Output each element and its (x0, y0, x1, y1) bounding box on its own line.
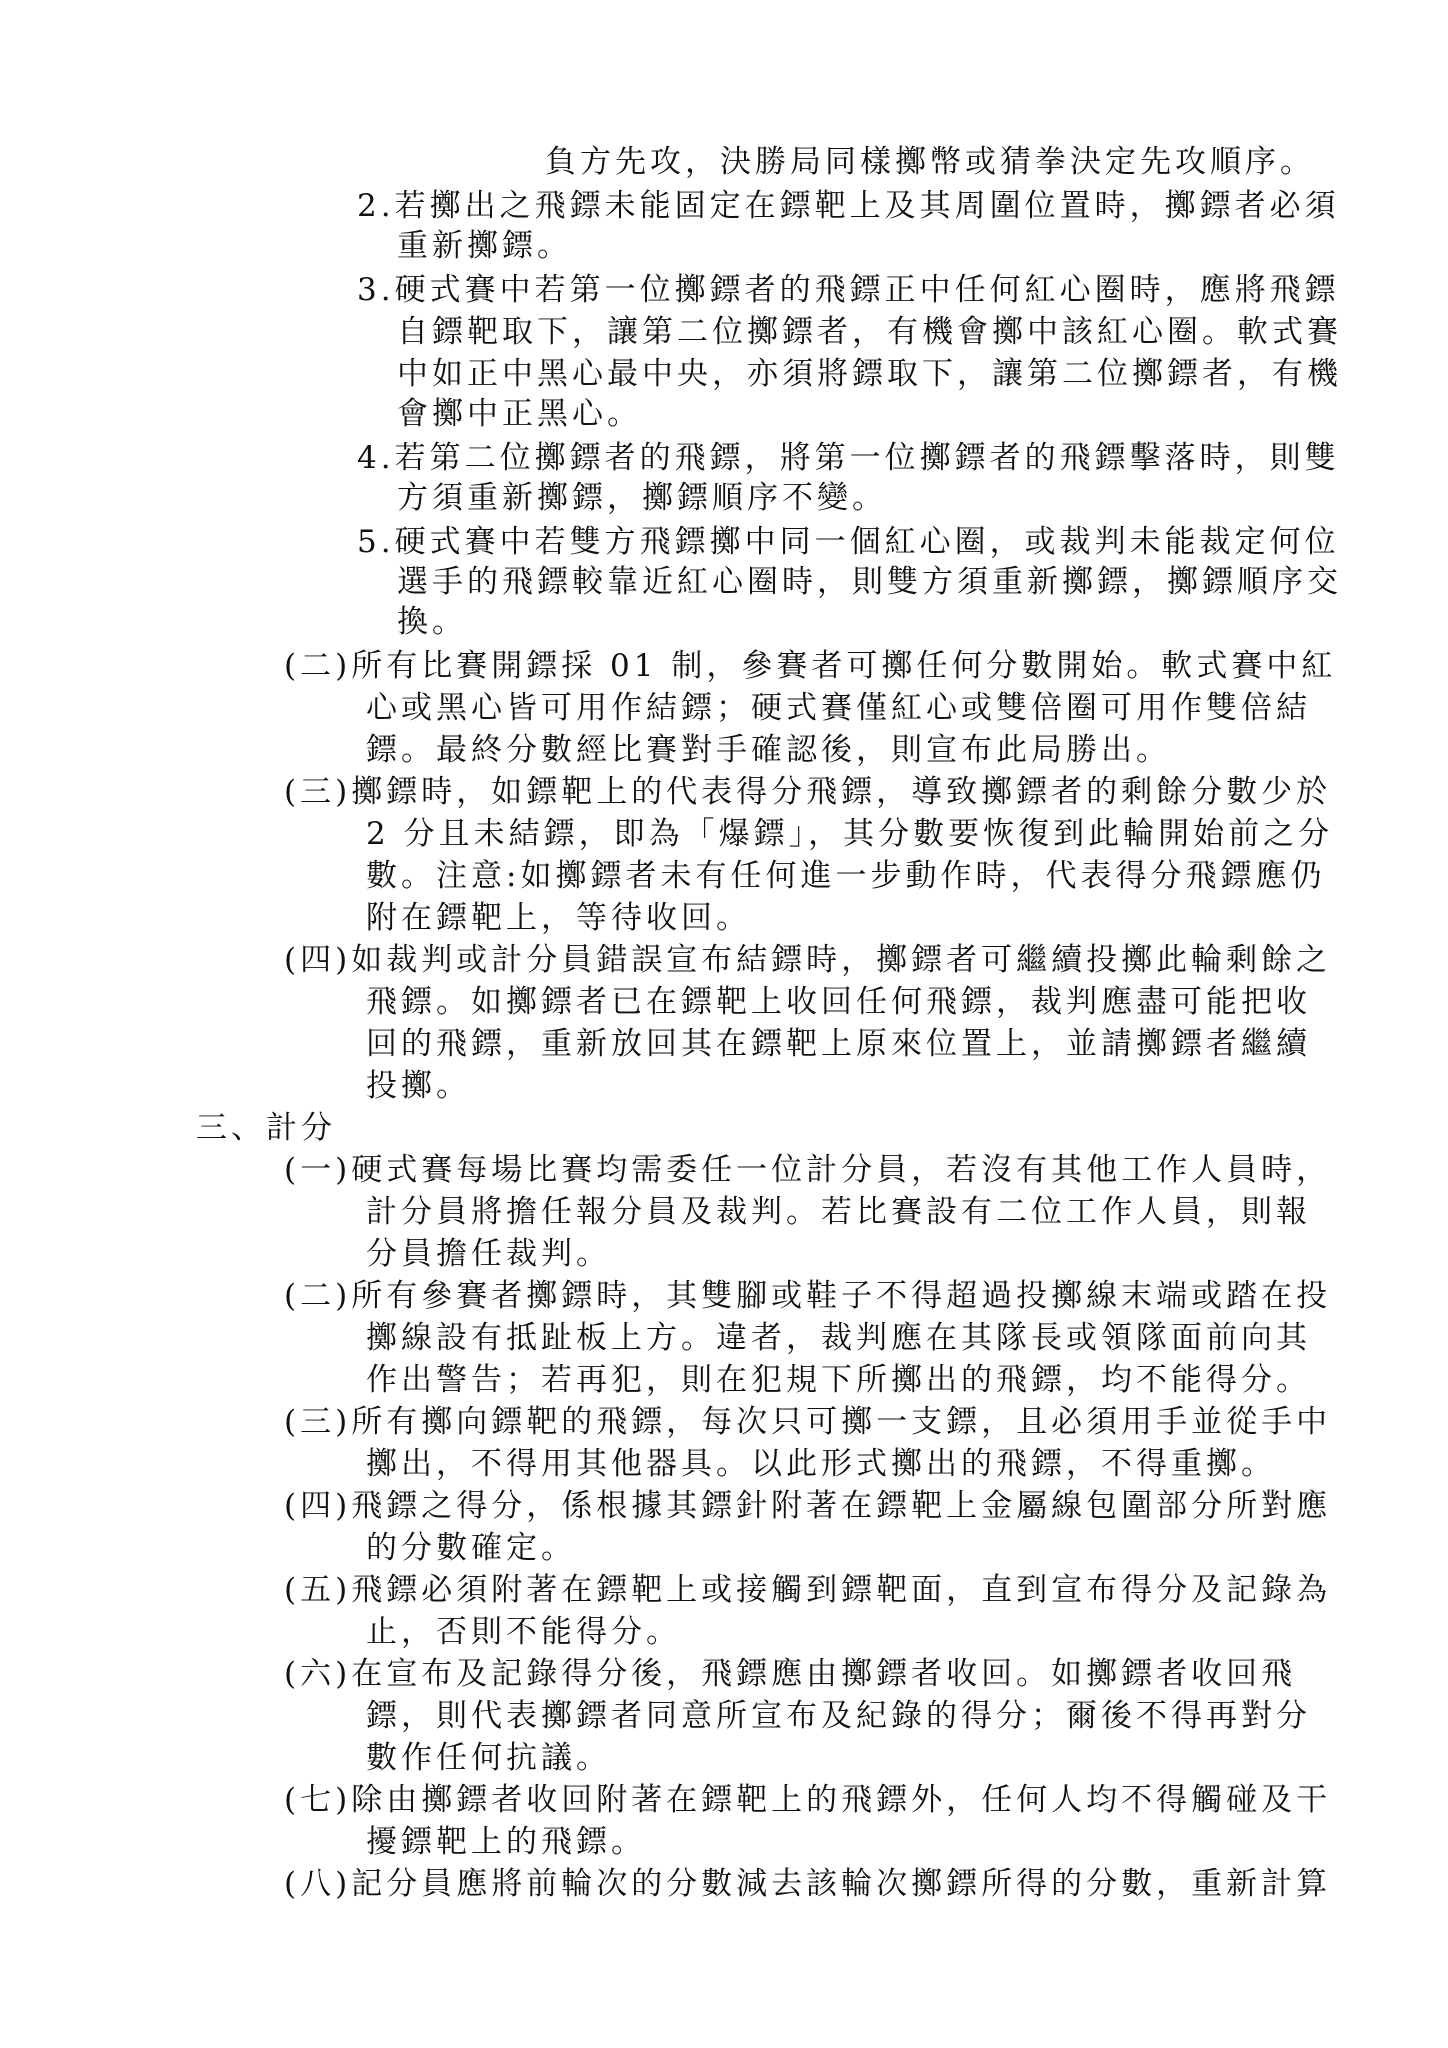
text-line: 3.硬式賽中若第一位擲鏢者的飛鏢正中任何紅心圈時，應將飛鏢 (357, 272, 1340, 308)
section-heading: 三、計分 (196, 1110, 336, 1146)
text-line: 換。 (397, 604, 467, 640)
text-line: (一)硬式賽每場比賽均需委任一位計分員，若沒有其他工作人員時， (284, 1152, 1332, 1188)
text-line: 鏢，則代表擲鏢者同意所宣布及紀錄的得分；爾後不得再對分 (366, 1698, 1311, 1734)
text-line: (七)除由擲鏢者收回附著在鏢靶上的飛鏢外，任何人均不得觸碰及干 (284, 1782, 1332, 1818)
text-line: 投擲。 (366, 1068, 471, 1104)
text-line: 計分員將擔任報分員及裁判。若比賽設有二位工作人員，則報 (366, 1194, 1311, 1230)
text-line: (六)在宣布及記錄得分後，飛鏢應由擲鏢者收回。如擲鏢者收回飛 (284, 1656, 1297, 1692)
text-line: (二)所有比賽開鏢採 01 制，參賽者可擲任何分數開始。軟式賽中紅 (284, 648, 1337, 684)
text-line: 作出警告；若再犯，則在犯規下所擲出的飛鏢，均不能得分。 (366, 1362, 1311, 1398)
text-line: 擲線設有抵趾板上方。違者，裁判應在其隊長或領隊面前向其 (366, 1320, 1311, 1356)
text-line: 2 分且未結鏢，即為「爆鏢」，其分數要恢復到此輪開始前之分 (366, 816, 1334, 852)
text-line: 中如正中黑心最中央，亦須將鏢取下，讓第二位擲鏢者，有機 (397, 356, 1342, 392)
text-line: 止，否則不能得分。 (366, 1614, 681, 1650)
text-line: 會擲中正黑心。 (397, 396, 642, 432)
text-line: 數。注意:如擲鏢者未有任何進一步動作時，代表得分飛鏢應仍 (366, 858, 1326, 894)
text-line: 數作任何抗議。 (366, 1740, 611, 1776)
text-line: 鏢。最終分數經比賽對手確認後，則宣布此局勝出。 (366, 732, 1171, 768)
text-line: 重新擲鏢。 (397, 228, 572, 264)
text-line: 飛鏢。如擲鏢者已在鏢靶上收回任何飛鏢，裁判應盡可能把收 (366, 984, 1311, 1020)
text-line: (四)如裁判或計分員錯誤宣布結鏢時，擲鏢者可繼續投擲此輪剩餘之 (284, 942, 1332, 978)
text-line: 回的飛鏢，重新放回其在鏢靶上原來位置上，並請擲鏢者繼續 (366, 1026, 1311, 1062)
text-line: 選手的飛鏢較靠近紅心圈時，則雙方須重新擲鏢，擲鏢順序交 (397, 564, 1342, 600)
text-line: 的分數確定。 (366, 1530, 576, 1566)
text-line: (二)所有參賽者擲鏢時，其雙腳或鞋子不得超過投擲線末端或踏在投 (284, 1278, 1332, 1314)
text-line: 擲出，不得用其他器具。以此形式擲出的飛鏢，不得重擲。 (366, 1446, 1276, 1482)
text-line: 負方先攻，決勝局同樣擲幣或猜拳決定先攻順序。 (545, 144, 1315, 180)
text-line: (五)飛鏢必須附著在鏢靶上或接觸到鏢靶面，直到宣布得分及記錄為 (284, 1572, 1332, 1608)
text-line: 附在鏢靶上，等待收回。 (366, 900, 751, 936)
text-line: (三)所有擲向鏢靶的飛鏢，每次只可擲一支鏢，且必須用手並從手中 (284, 1404, 1332, 1440)
text-line: 分員擔任裁判。 (366, 1236, 611, 1272)
text-line: 5.硬式賽中若雙方飛鏢擲中同一個紅心圈，或裁判未能裁定何位 (357, 524, 1340, 560)
text-line: (三)擲鏢時，如鏢靶上的代表得分飛鏢，導致擲鏢者的剩餘分數少於 (284, 774, 1332, 810)
text-line: 2.若擲出之飛鏢未能固定在鏢靶上及其周圍位置時，擲鏢者必須 (357, 188, 1340, 224)
text-line: 方須重新擲鏢，擲鏢順序不變。 (397, 480, 887, 516)
text-line: (四)飛鏢之得分，係根據其鏢針附著在鏢靶上金屬線包圍部分所對應 (284, 1488, 1332, 1524)
text-line: 4.若第二位擲鏢者的飛鏢，將第一位擲鏢者的飛鏢擊落時，則雙 (357, 440, 1340, 476)
text-line: (八)記分員應將前輪次的分數減去該輪次擲鏢所得的分數，重新計算 (284, 1866, 1332, 1902)
text-line: 心或黑心皆可用作結鏢；硬式賽僅紅心或雙倍圈可用作雙倍結 (366, 690, 1311, 726)
text-line: 擾鏢靶上的飛鏢。 (366, 1824, 646, 1860)
text-line: 自鏢靶取下，讓第二位擲鏢者，有機會擲中該紅心圈。軟式賽 (397, 314, 1342, 350)
